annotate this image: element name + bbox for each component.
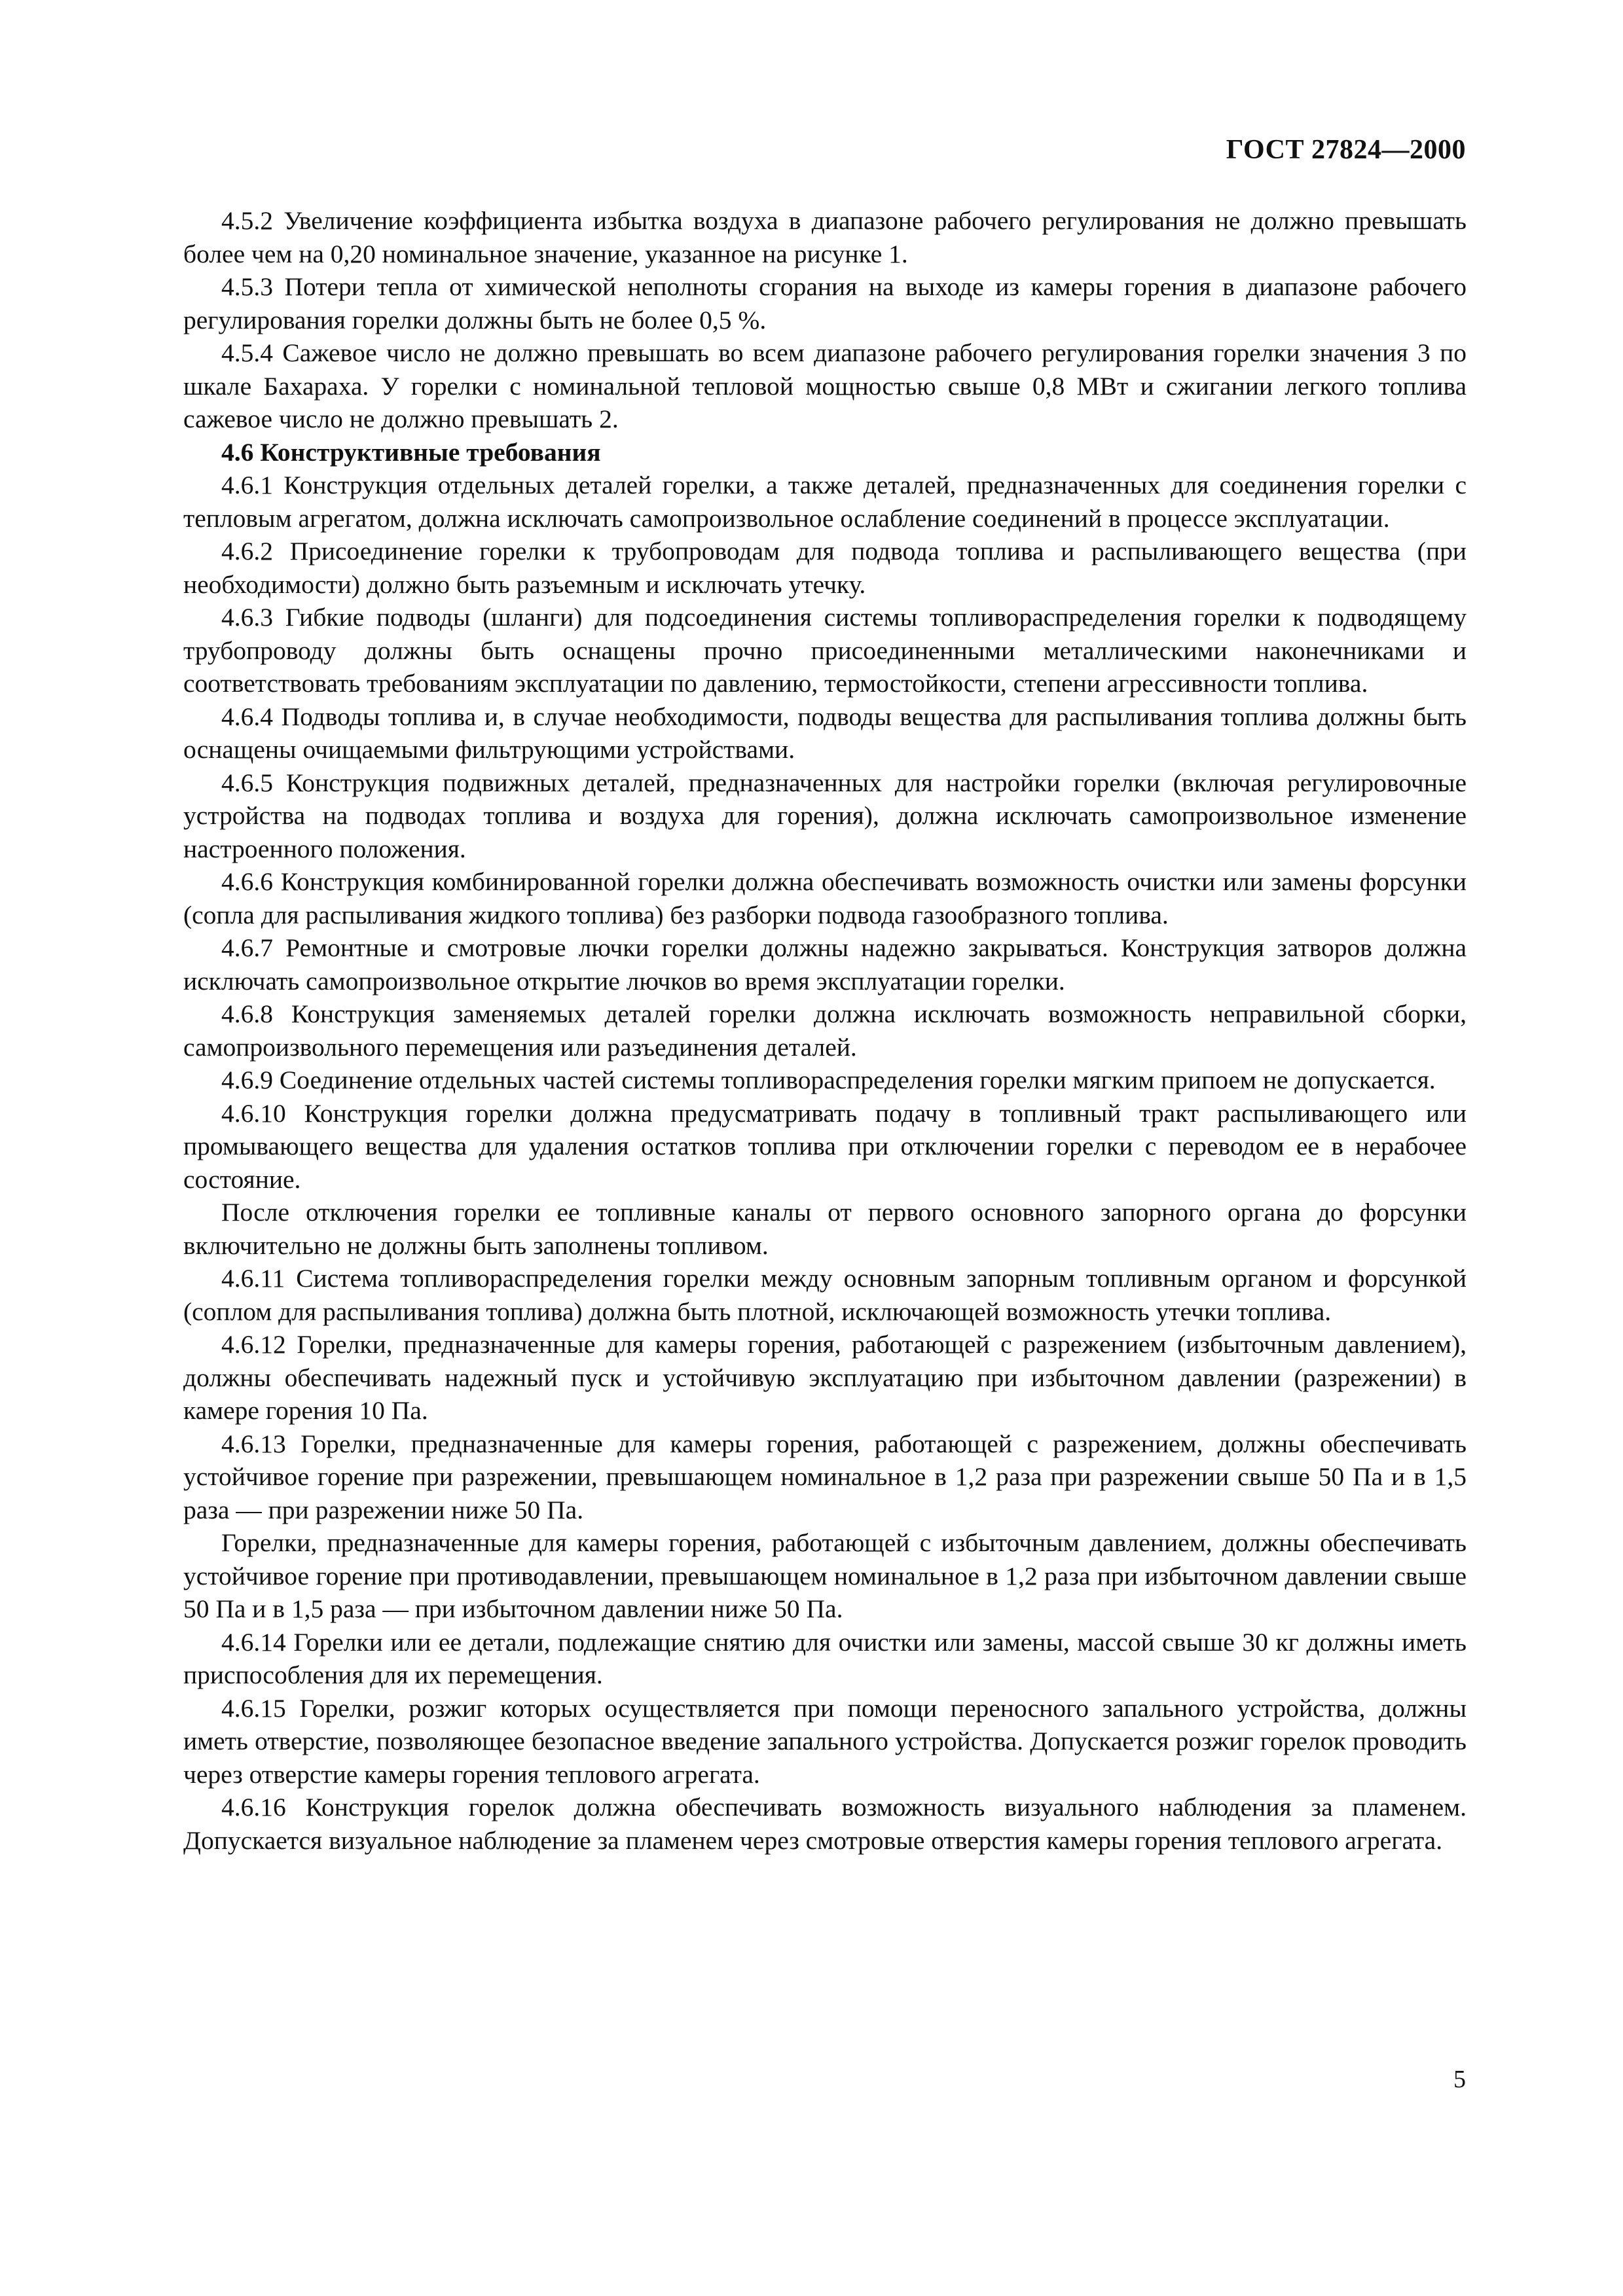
section-title-4-6: 4.6 Конструктивные требования: [221, 437, 601, 467]
document-body: [183, 204, 1467, 1857]
paragraph-4-6-14: 4.6.14 Горелки или ее детали, подлежащие снятию для очистки или замены, массой свыше 30 кг должны иметь приспособления для их перемещения.: [183, 1627, 1467, 1689]
paragraph-4-6-4: 4.6.4 Подводы топлива и, в случае необходимости, подводы вещества для распыливания топлива должны быть оснащены очищаемыми фильтрующими устройствами.: [183, 702, 1467, 764]
paragraph-4-6-13-continued: Горелки, предназначенные для камеры горения, работающей с избыточным давлением, должны обеспечивать устойчивое горение при противодавлении, превышающем номинальное в 1,2 раза при избыточном давлении свыше 50 Па и в 1,5 раза — при избыточном давлении ниже 50 Па.: [183, 1528, 1467, 1623]
paragraph-4-5-3: 4.5.3 Потери тепла от химической неполноты сгорания на выходе из камеры горения в диапазоне рабочего регулирования горелки должны быть не более 0,5 %.: [183, 272, 1467, 334]
paragraph-4-5-4: 4.5.4 Сажевое число не должно превышать во всем диапазоне рабочего регулирования горелки значения 3 по шкале Бахараха. У горелки с номинальной тепловой мощностью свыше 0,8 МВт и сжигании легкого топлива сажевое число не должно превышать 2.: [183, 338, 1467, 433]
paragraph-4-6-2: 4.6.2 Присоединение горелки к трубопроводам для подвода топлива и распыливающего вещества (при необходимости) должно быть разъемным и исключать утечку.: [183, 537, 1467, 599]
paragraph-4-6-11: 4.6.11 Система топливораспределения горелки между основным запорным топливным органом и форсункой (соплом для распыливания топлива) должна быть плотной, исключающей возможность утечки топлива.: [183, 1264, 1467, 1326]
paragraph-4-6-8: 4.6.8 Конструкция заменяемых деталей горелки должна исключать возможность неправильной сборки, самопроизвольного перемещения или разъединения деталей.: [183, 999, 1467, 1062]
page-number: 5: [1453, 2066, 1466, 2093]
paragraph-4-6-13: 4.6.13 Горелки, предназначенные для камеры горения, работающей с разрежением, должны обеспечивать устойчивое горение при разрежении, превышающем номинальное в 1,2 раза при разрежении свыше 50 Па и в 1,5 раза — при разрежении ниже 50 Па.: [183, 1429, 1467, 1524]
paragraph-4-5-2: 4.5.2 Увеличение коэффициента избытка воздуха в диапазоне рабочего регулирования не должно превышать более чем на 0,20 номинальное значение, указанное на рисунке 1.: [183, 206, 1467, 268]
paragraph-4-6-16: 4.6.16 Конструкция горелок должна обеспечивать возможность визуального наблюдения за пламенем. Допускается визуальное наблюдение за пламенем через смотровые отверстия камеры горения теплового агрегата.: [183, 1793, 1467, 1855]
document-code-header: ГОСТ 27824—2000: [1226, 135, 1466, 165]
paragraph-4-6-5: 4.6.5 Конструкция подвижных деталей, предназначенных для настройки горелки (включая регулировочные устройства на подводах топлива и воздуха для горения), должна исключать самопроизвольное изменение настроенного положения.: [183, 768, 1467, 863]
paragraph-4-6-10-continued: После отключения горелки ее топливные каналы от первого основного запорного органа до форсунки включительно не должны быть заполнены топливом.: [183, 1198, 1467, 1260]
paragraph-4-6-15: 4.6.15 Горелки, розжиг которых осуществляется при помощи переносного запального устройства, должны иметь отверстие, позволяющее безопасное введение запального устройства. Допускается розжиг горелок проводить через отверстие камеры горения теплового агрегата.: [183, 1693, 1467, 1789]
paragraph-4-6-10: 4.6.10 Конструкция горелки должна предусматривать подачу в топливный тракт распыливающего или промывающего вещества для удаления остатков топлива при отключении горелки с переводом ее в нерабочее состояние.: [183, 1098, 1467, 1194]
paragraph-4-6-7: 4.6.7 Ремонтные и смотровые лючки горелки должны надежно закрываться. Конструкция затворов должна исключать самопроизвольное открытие лючков во время эксплуатации горелки.: [183, 933, 1467, 996]
paragraph-4-6-12: 4.6.12 Горелки, предназначенные для камеры горения, работающей с разрежением (избыточным давлением), должны обеспечивать надежный пуск и устойчивую эксплуатацию при избыточном давлении (разрежении) в камере горения 10 Па.: [183, 1330, 1467, 1425]
paragraph-4-6-9: 4.6.9 Соединение отдельных частей системы топливораспределения горелки мягким припоем не допускается.: [221, 1066, 1436, 1094]
paragraph-4-6-1: 4.6.1 Конструкция отдельных деталей горелки, а также деталей, предназначенных для соединения горелки с тепловым агрегатом, должна исключать самопроизвольное ослабление соединений в процессе эксплуатации.: [183, 471, 1467, 533]
paragraph-4-6-6: 4.6.6 Конструкция комбинированной горелки должна обеспечивать возможность очистки или замены форсунки (сопла для распыливания жидкого топлива) без разборки подвода газообразного топлива.: [183, 867, 1467, 929]
paragraph-4-6-3: 4.6.3 Гибкие подводы (шланги) для подсоединения системы топливораспределения горелки к подводящему трубопроводу должны быть оснащены прочно присоединенными металлическими наконечниками и соответствовать требованиям эксплуатации по давлению, термостойкости, степени агрессивности топлива.: [183, 603, 1467, 698]
